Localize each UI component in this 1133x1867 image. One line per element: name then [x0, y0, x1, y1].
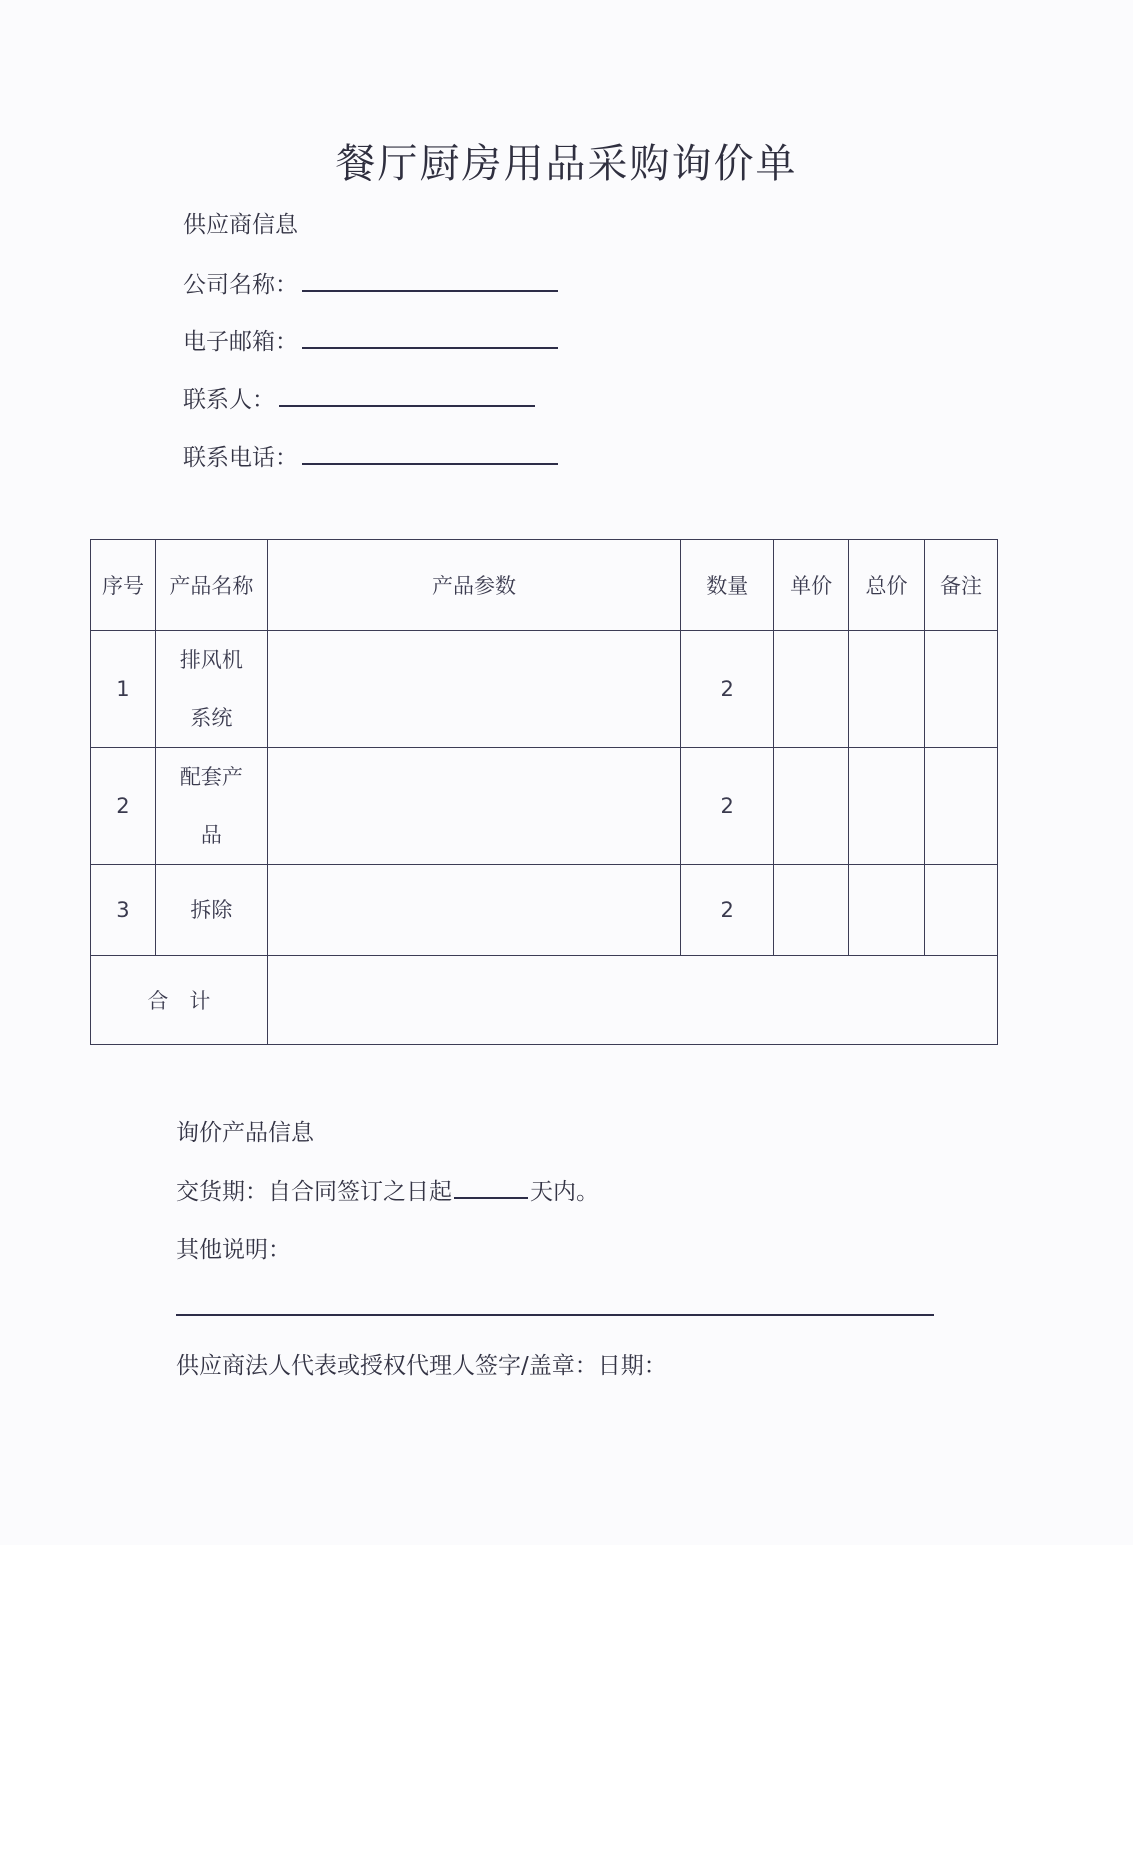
- table-row: [91, 865, 998, 956]
- product-name: [155, 748, 267, 865]
- remark-cell[interactable]: [925, 631, 998, 748]
- product-name-line: 品: [200, 823, 222, 847]
- other-notes-label: 其他说明：: [176, 1237, 291, 1263]
- email-label: 电子邮箱：: [183, 329, 298, 355]
- company-name-blank[interactable]: [302, 289, 558, 292]
- row-number: 2: [91, 748, 156, 865]
- table-row: [91, 748, 998, 865]
- header-cell: 单价: [774, 540, 849, 631]
- company-name-field[interactable]: [183, 266, 558, 299]
- supplier-info-heading: 供应商信息: [183, 212, 298, 238]
- contact-person-blank[interactable]: [279, 404, 535, 407]
- delivery-suffix: 天内。: [530, 1179, 599, 1205]
- product-name-line: 排风机: [179, 648, 243, 672]
- contact-person-label: 联系人：: [183, 387, 275, 413]
- quantity-cell: 2: [681, 748, 774, 865]
- product-name: [155, 865, 267, 956]
- quantity-cell: 2: [681, 865, 774, 956]
- product-params-cell[interactable]: [267, 631, 680, 748]
- table-row: [91, 631, 998, 748]
- product-params-cell[interactable]: [267, 748, 680, 865]
- signature-label: 供应商法人代表或授权代理人签字/盖章：日期：: [176, 1353, 667, 1379]
- inquiry-info-heading: 询价产品信息: [176, 1120, 314, 1146]
- quotation-table: [90, 539, 998, 1045]
- email-blank[interactable]: [302, 346, 558, 349]
- total-row: [91, 956, 998, 1045]
- document-title: 餐厅厨房用品采购询价单: [335, 141, 798, 187]
- product-params-cell[interactable]: [267, 865, 680, 956]
- total-value-cell[interactable]: [267, 956, 997, 1045]
- product-name: [155, 631, 267, 748]
- product-name-line: 系统: [190, 706, 233, 730]
- other-notes-blank[interactable]: [176, 1314, 934, 1316]
- header-cell: 产品参数: [267, 540, 680, 631]
- product-name-line: 拆除: [190, 898, 233, 922]
- unit-price-cell[interactable]: [774, 865, 849, 956]
- quantity-cell: 2: [681, 631, 774, 748]
- product-name-line: 配套产: [179, 765, 243, 789]
- header-cell: 备注: [925, 540, 998, 631]
- header-cell: 产品名称: [155, 540, 267, 631]
- email-field[interactable]: [183, 323, 558, 356]
- contact-person-field[interactable]: [183, 381, 535, 414]
- unit-price-cell[interactable]: [774, 748, 849, 865]
- delivery-days-blank[interactable]: [454, 1195, 528, 1199]
- delivery-term: [176, 1173, 599, 1206]
- total-label: 合 计: [91, 956, 268, 1045]
- company-name-label: 公司名称：: [183, 272, 298, 298]
- total-price-cell[interactable]: [849, 865, 925, 956]
- header-cell: 数量: [681, 540, 774, 631]
- phone-field[interactable]: [183, 439, 558, 472]
- row-number: 3: [91, 865, 156, 956]
- remark-cell[interactable]: [925, 865, 998, 956]
- phone-label: 联系电话：: [183, 445, 298, 471]
- remark-cell[interactable]: [925, 748, 998, 865]
- row-number: 1: [91, 631, 156, 748]
- phone-blank[interactable]: [302, 462, 558, 465]
- unit-price-cell[interactable]: [774, 631, 849, 748]
- total-price-cell[interactable]: [849, 631, 925, 748]
- delivery-prefix: 交货期：自合同签订之日起: [176, 1179, 452, 1205]
- header-cell: 序号: [91, 540, 156, 631]
- total-price-cell[interactable]: [849, 748, 925, 865]
- table-header-row: [91, 540, 998, 631]
- header-cell: 总价: [849, 540, 925, 631]
